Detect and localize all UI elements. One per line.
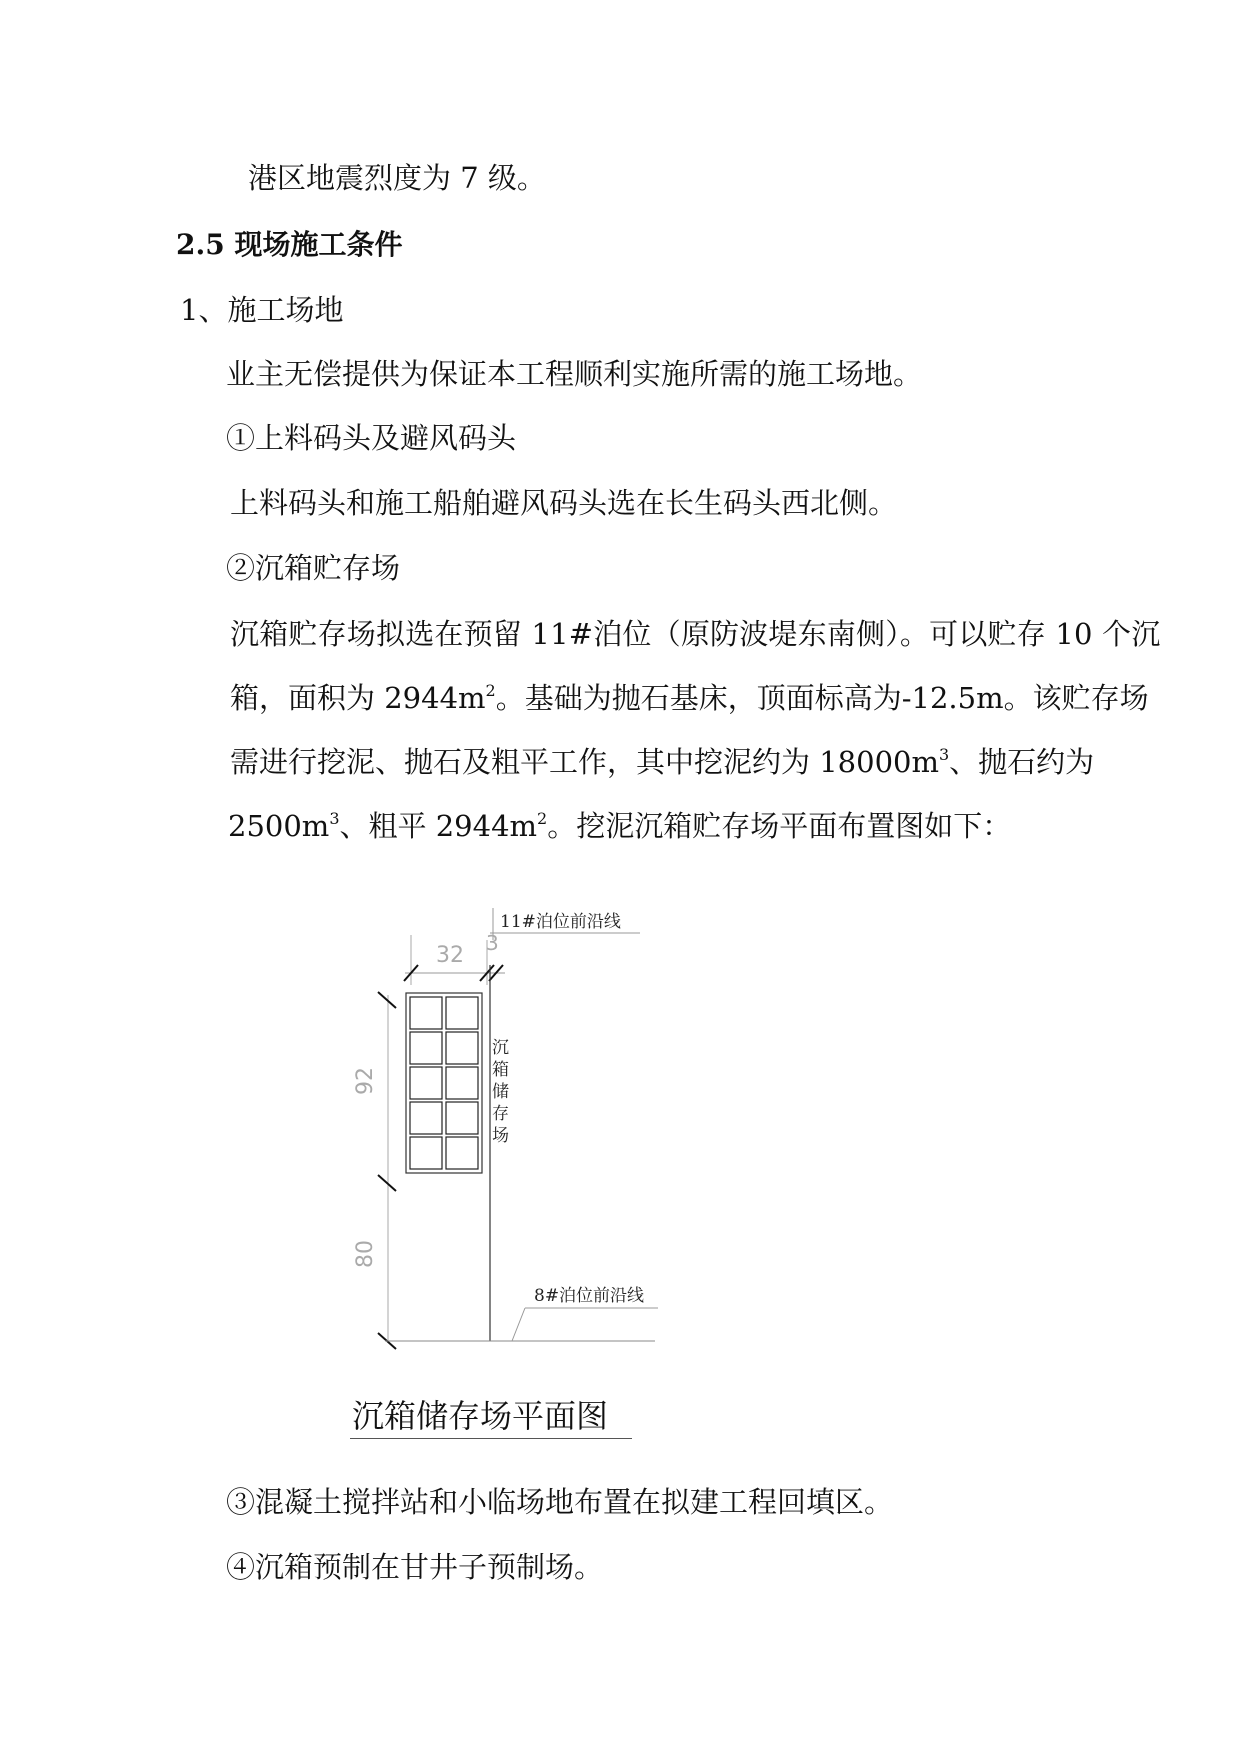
subitem-3: ③混凝土搅拌站和小临场地布置在拟建工程回填区。 xyxy=(226,1485,894,1519)
vertical-char: 箱 xyxy=(492,1060,509,1080)
label-8-berth: 8#泊位前沿线 xyxy=(534,1286,645,1306)
paragraph-line-3-b: 、抛石约为 xyxy=(949,745,1095,779)
paragraph-line-1: 沉箱贮存场拟选在预留 11#泊位（原防波堤东南侧）。可以贮存 10 个沉 xyxy=(230,617,1161,651)
vertical-char: 存 xyxy=(492,1104,509,1124)
subitem-1-body: 上料码头和施工船舶避风码头选在长生码头西北侧。 xyxy=(230,486,898,520)
caisson-cell xyxy=(446,1067,478,1099)
left-dim-tick-top xyxy=(378,992,396,1008)
subitem-4: ④沉箱预制在甘井子预制场。 xyxy=(226,1550,604,1584)
label-8-leader xyxy=(512,1308,525,1341)
vertical-char: 储 xyxy=(492,1082,509,1102)
caisson-cells xyxy=(410,997,478,1169)
superscript-2b: 2 xyxy=(537,809,548,828)
left-dim-tick-mid xyxy=(378,1175,396,1191)
caisson-cell xyxy=(410,997,442,1029)
dim-gap-3: 3 xyxy=(486,931,499,955)
paragraph-line-4-a: 2500m xyxy=(228,809,330,843)
owner-provides-line: 业主无偿提供为保证本工程顺利实施所需的施工场地。 xyxy=(226,357,923,391)
caisson-cell xyxy=(410,1102,442,1134)
label-11-berth: 11#泊位前沿线 xyxy=(500,912,621,932)
paragraph-line-3-a: 需进行挖泥、抛石及粗平工作，其中挖泥约为 18000m xyxy=(230,745,939,779)
diagram-caption: 沉箱储存场平面图 xyxy=(352,1397,609,1435)
vertical-char: 沉 xyxy=(492,1038,509,1058)
superscript-3: 3 xyxy=(938,745,950,764)
item-1-title: 1、施工场地 xyxy=(180,293,344,327)
caisson-grid-frame xyxy=(406,993,482,1173)
caisson-cell xyxy=(446,1102,478,1134)
subitem-2-title: ②沉箱贮存场 xyxy=(226,551,401,585)
caisson-cell xyxy=(446,1137,478,1169)
dim-length-92: 92 xyxy=(353,1067,378,1095)
paragraph-line-4-b: 、粗平 2944m xyxy=(339,809,538,843)
vertical-yard-label xyxy=(492,1038,509,1146)
superscript-3b: 3 xyxy=(329,809,340,828)
section-heading: 2.5 现场施工条件 xyxy=(176,228,403,261)
paragraph-line-2-a: 箱，面积为 2944m xyxy=(230,681,486,715)
caisson-cell xyxy=(446,997,478,1029)
caisson-cell xyxy=(410,1067,442,1099)
subitem-1-title: ①上料码头及避风码头 xyxy=(226,421,517,455)
seismic-line: 港区地震烈度为 7 级。 xyxy=(248,161,546,195)
caption-underline xyxy=(350,1438,632,1439)
vertical-char: 场 xyxy=(492,1126,509,1146)
superscript-2: 2 xyxy=(485,681,496,700)
dim-width-32: 32 xyxy=(436,943,464,968)
paragraph-line-4-c: 。挖泥沉箱贮存场平面布置图如下： xyxy=(547,809,1012,843)
caisson-cell xyxy=(410,1032,442,1064)
paragraph-line-2-b: 。基础为抛石基床，顶面标高为-12.5m。该贮存场 xyxy=(495,681,1149,715)
caisson-cell xyxy=(446,1032,478,1064)
dim-lower-80: 80 xyxy=(353,1240,378,1268)
caisson-cell xyxy=(410,1137,442,1169)
